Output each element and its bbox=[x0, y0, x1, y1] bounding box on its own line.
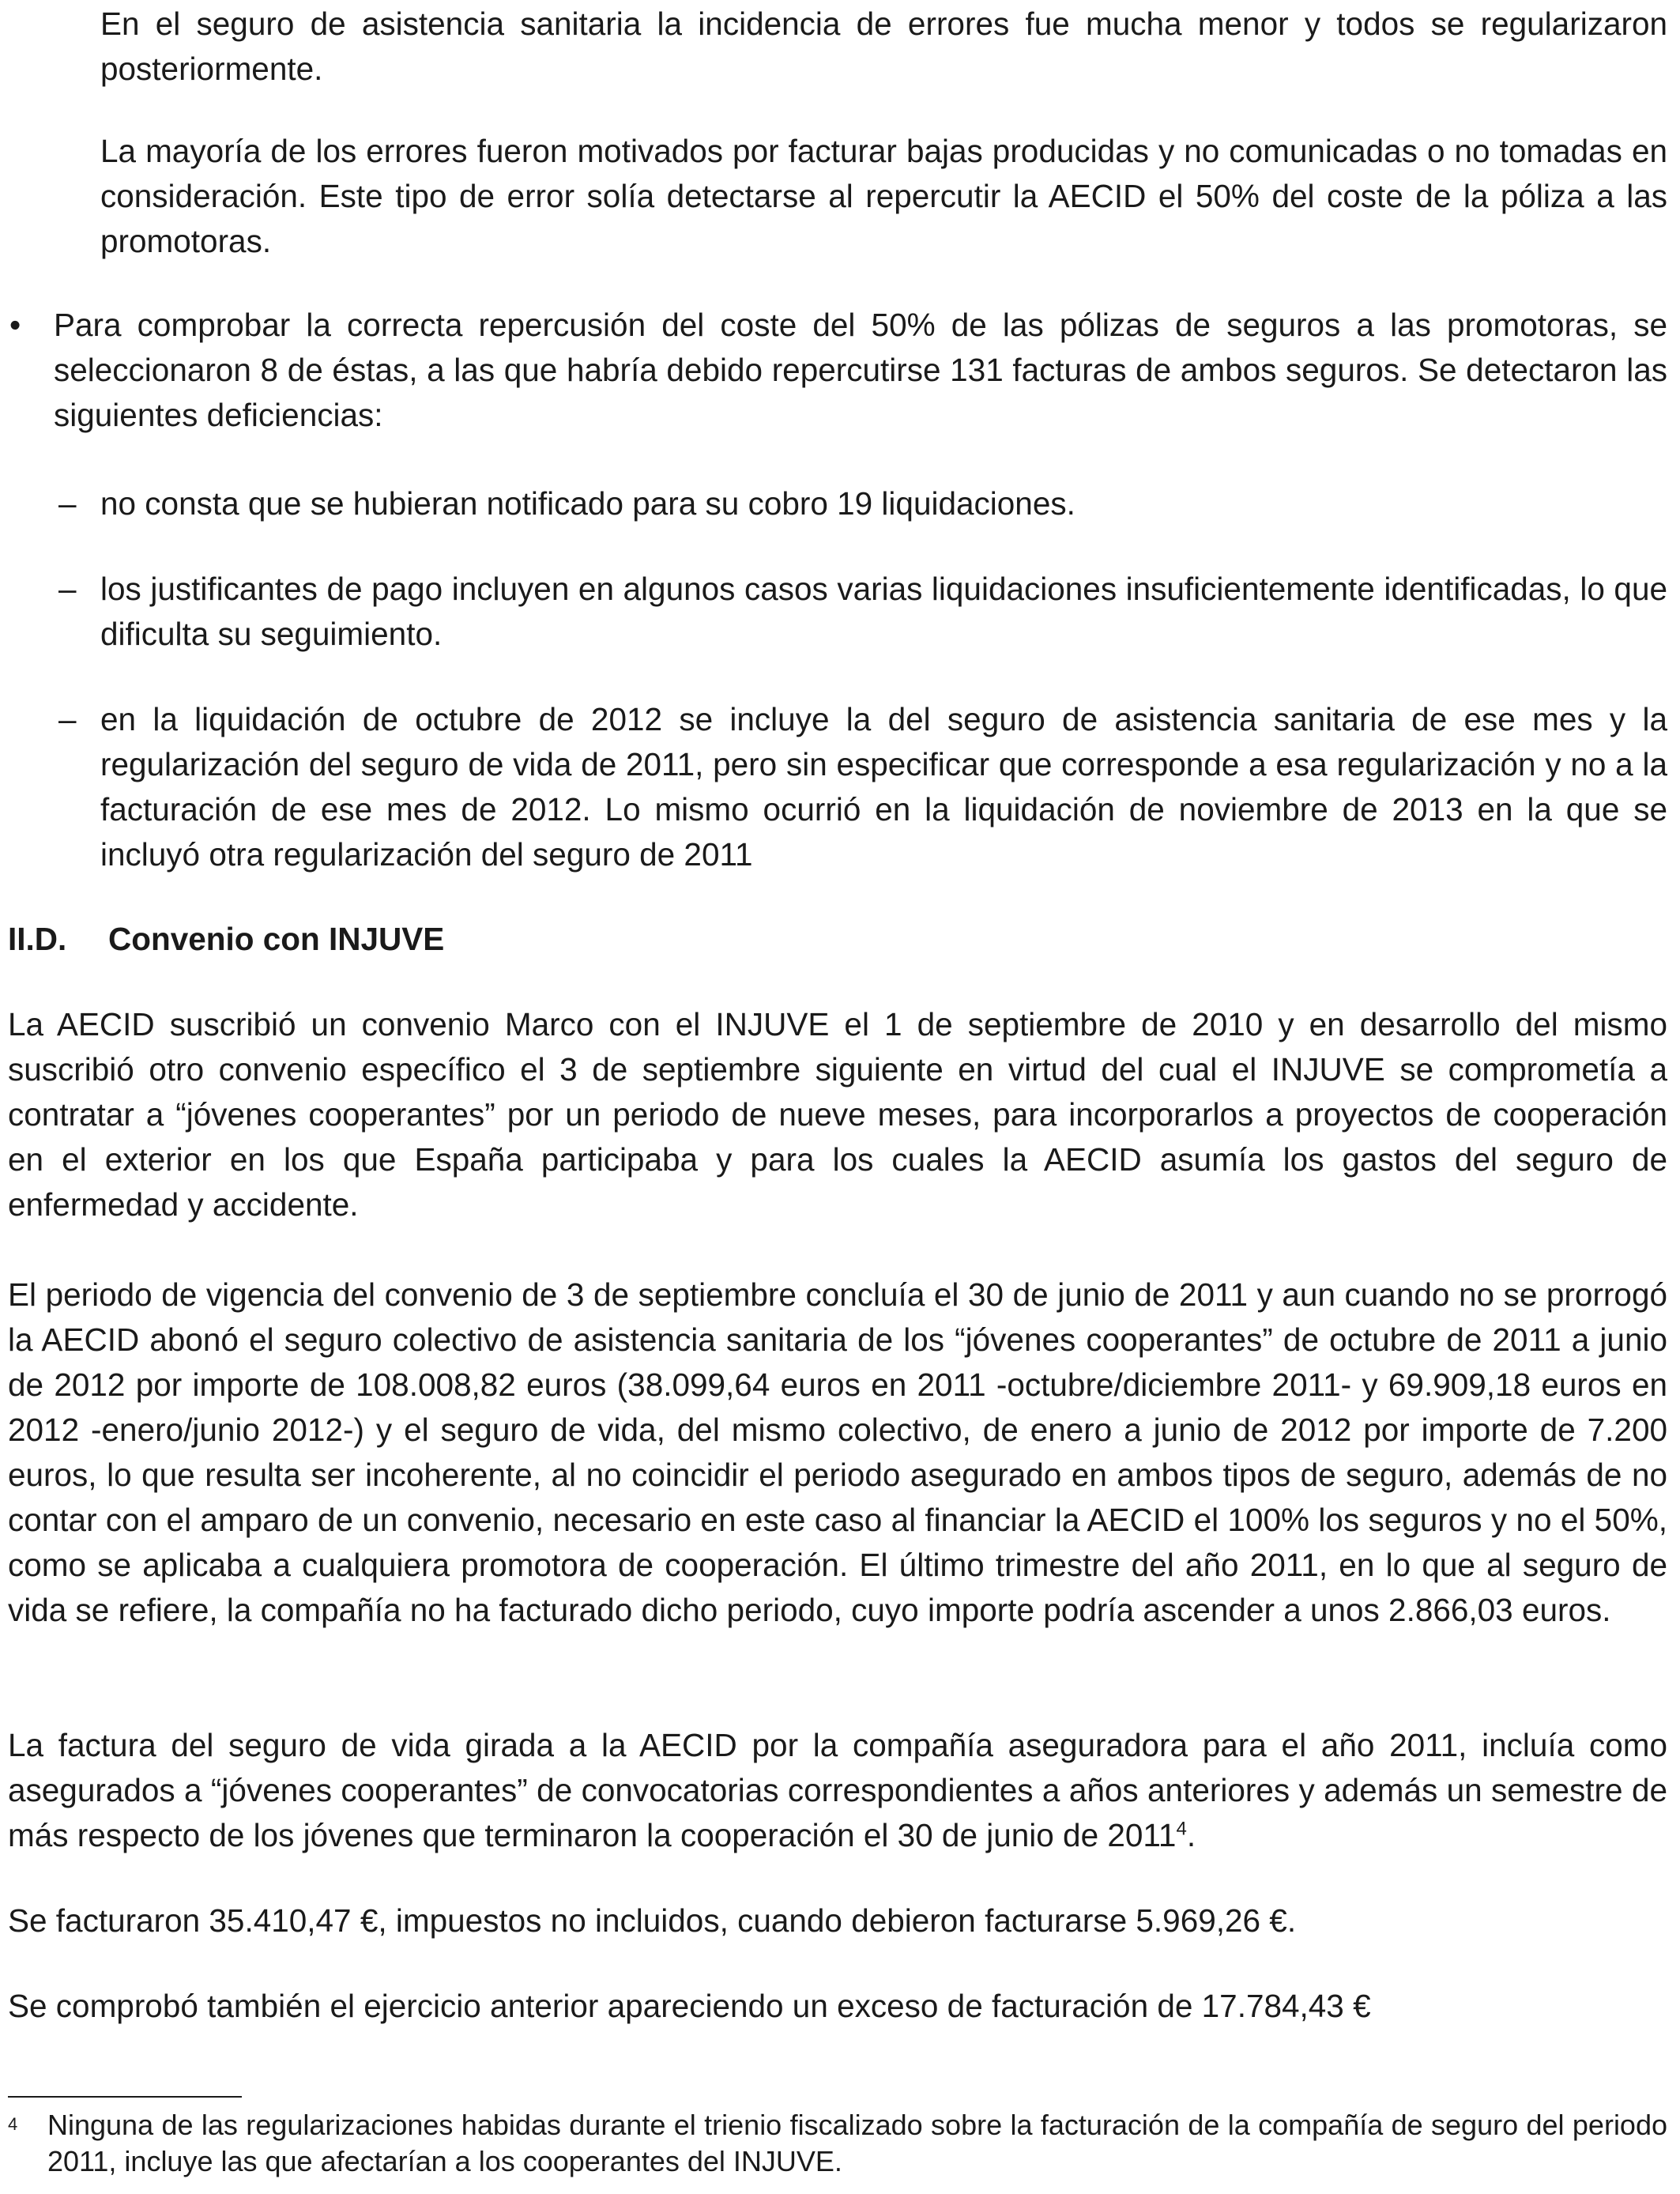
dash-marker: – bbox=[58, 485, 77, 522]
paragraph-life-insurance-invoice-text: La factura del seguro de vida girada a la AECID por la compañía aseguradora para el año 2011, incluía como asegurados a “jóvenes cooperantes” de convocatorias correspondientes a años anteriores y además un semestre de más respecto de los jóvenes que terminaron la cooperación el 30 de junio de 2011 bbox=[8, 1727, 1667, 1853]
dash-marker: – bbox=[58, 571, 77, 607]
section-title: Convenio con INJUVE bbox=[108, 921, 445, 957]
paragraph-period: . bbox=[1186, 1817, 1196, 1853]
section-number: II.D. bbox=[8, 921, 67, 957]
dash-item-not-notified: no consta que se hubieran notificado para su cobro 19 liquidaciones. bbox=[100, 485, 1075, 522]
footnote-divider bbox=[8, 2096, 242, 2098]
paragraph-invoiced-amount: Se facturaron 35.410,47 €, impuestos no incluidos, cuando debieron facturarse 5.969,26 €. bbox=[8, 1902, 1297, 1939]
bullet-marker: • bbox=[9, 307, 21, 343]
footnote-text: Ninguna de las regularizaciones habidas durante el trienio fiscalizado sobre la facturación de la compañía de seguro del periodo 2011, incluye las que afectarían a los cooperantes del INJUVE. bbox=[47, 2109, 1667, 2177]
dash-marker: – bbox=[58, 701, 77, 737]
paragraph-injuve-agreement: La AECID suscribió un convenio Marco con el INJUVE el 1 de septiembre de 2010 y en desarrollo del mismo suscribió otro convenio específico el 3 de septiembre siguiente en virtud del cual el INJUVE se comprometía a contratar a “jóvenes cooperantes” por un periodo de nueve meses, para incorporarlos a proyectos de cooperación en el exterior en los que España participaba y para los cuales la AECID asumía los gastos del seguro de enfermedad y accidente. bbox=[8, 1006, 1667, 1223]
paragraph-health-insurance-errors: En el seguro de asistencia sanitaria la incidencia de errores fue mucha menor y todos se regularizaron posteriormente. bbox=[100, 6, 1667, 87]
dash-item-october-liquidation: en la liquidación de octubre de 2012 se incluye la del seguro de asistencia sanitaria de ese mes y la regularización del seguro de vida de 2011, pero sin especificar que corresponde a esa regularización y no a la facturación de ese mes de 2012. Lo mismo ocurrió en la liquidación de noviembre de 2013 en la que se incluyó otra regularización del seguro de 2011 bbox=[100, 701, 1667, 873]
bullet-item-repercussion-check: Para comprobar la correcta repercusión del coste del 50% de las pólizas de seguros a las promotoras, se seleccionaron 8 de éstas, a las que habría debido repercutirse 131 facturas de ambos seguros. Se detectaron las siguientes deficiencias: bbox=[54, 307, 1667, 433]
footnote-number: 4 bbox=[8, 2114, 18, 2134]
paragraph-error-causes: La mayoría de los errores fueron motivados por facturar bajas producidas y no comunicadas o no tomadas en consideración. Este tipo de error solía detectarse al repercutir la AECID el 50% del coste de la póliza a las promotoras. bbox=[100, 133, 1667, 259]
footnote-reference[interactable]: 4 bbox=[1176, 1818, 1187, 1840]
paragraph-validity-period: El periodo de vigencia del convenio de 3 de septiembre concluía el 30 de junio de 2011 y aun cuando no se prorrogó la AECID abonó el seguro colectivo de asistencia sanitaria de los “jóvenes cooperantes” de octubre de 2011 a junio de 2012 por importe de 108.008,82 euros (38.099,64 euros en 2011 -octubre/diciembre 2011- y 69.909,18 euros en 2012 -enero/junio 2012-) y el seguro de vida, del mismo colectivo, de enero a junio de 2012 por importe de 7.200 euros, lo que resulta ser incoherente, al no coincidir el periodo asegurado en ambos tipos de seguro, además de no contar con el amparo de un convenio, necesario en este caso al financiar la AECID el 100% los seguros y no el 50%, como se aplicaba a cualquiera promotora de cooperación. El último trimestre del año 2011, en lo que al seguro de vida se refiere, la compañía no ha facturado dicho periodo, cuyo importe podría ascender a unos 2.866,03 euros. bbox=[8, 1276, 1667, 1628]
paragraph-previous-year-excess: Se comprobó también el ejercicio anterior apareciendo un exceso de facturación de 17.784,43 € bbox=[8, 1988, 1371, 2024]
paragraph-life-insurance-invoice bbox=[8, 1723, 1667, 1858]
section-heading bbox=[8, 917, 444, 962]
dash-item-payment-receipts: los justificantes de pago incluyen en algunos casos varias liquidaciones insuficientemente identificadas, lo que dificulta su seguimiento. bbox=[100, 571, 1667, 652]
